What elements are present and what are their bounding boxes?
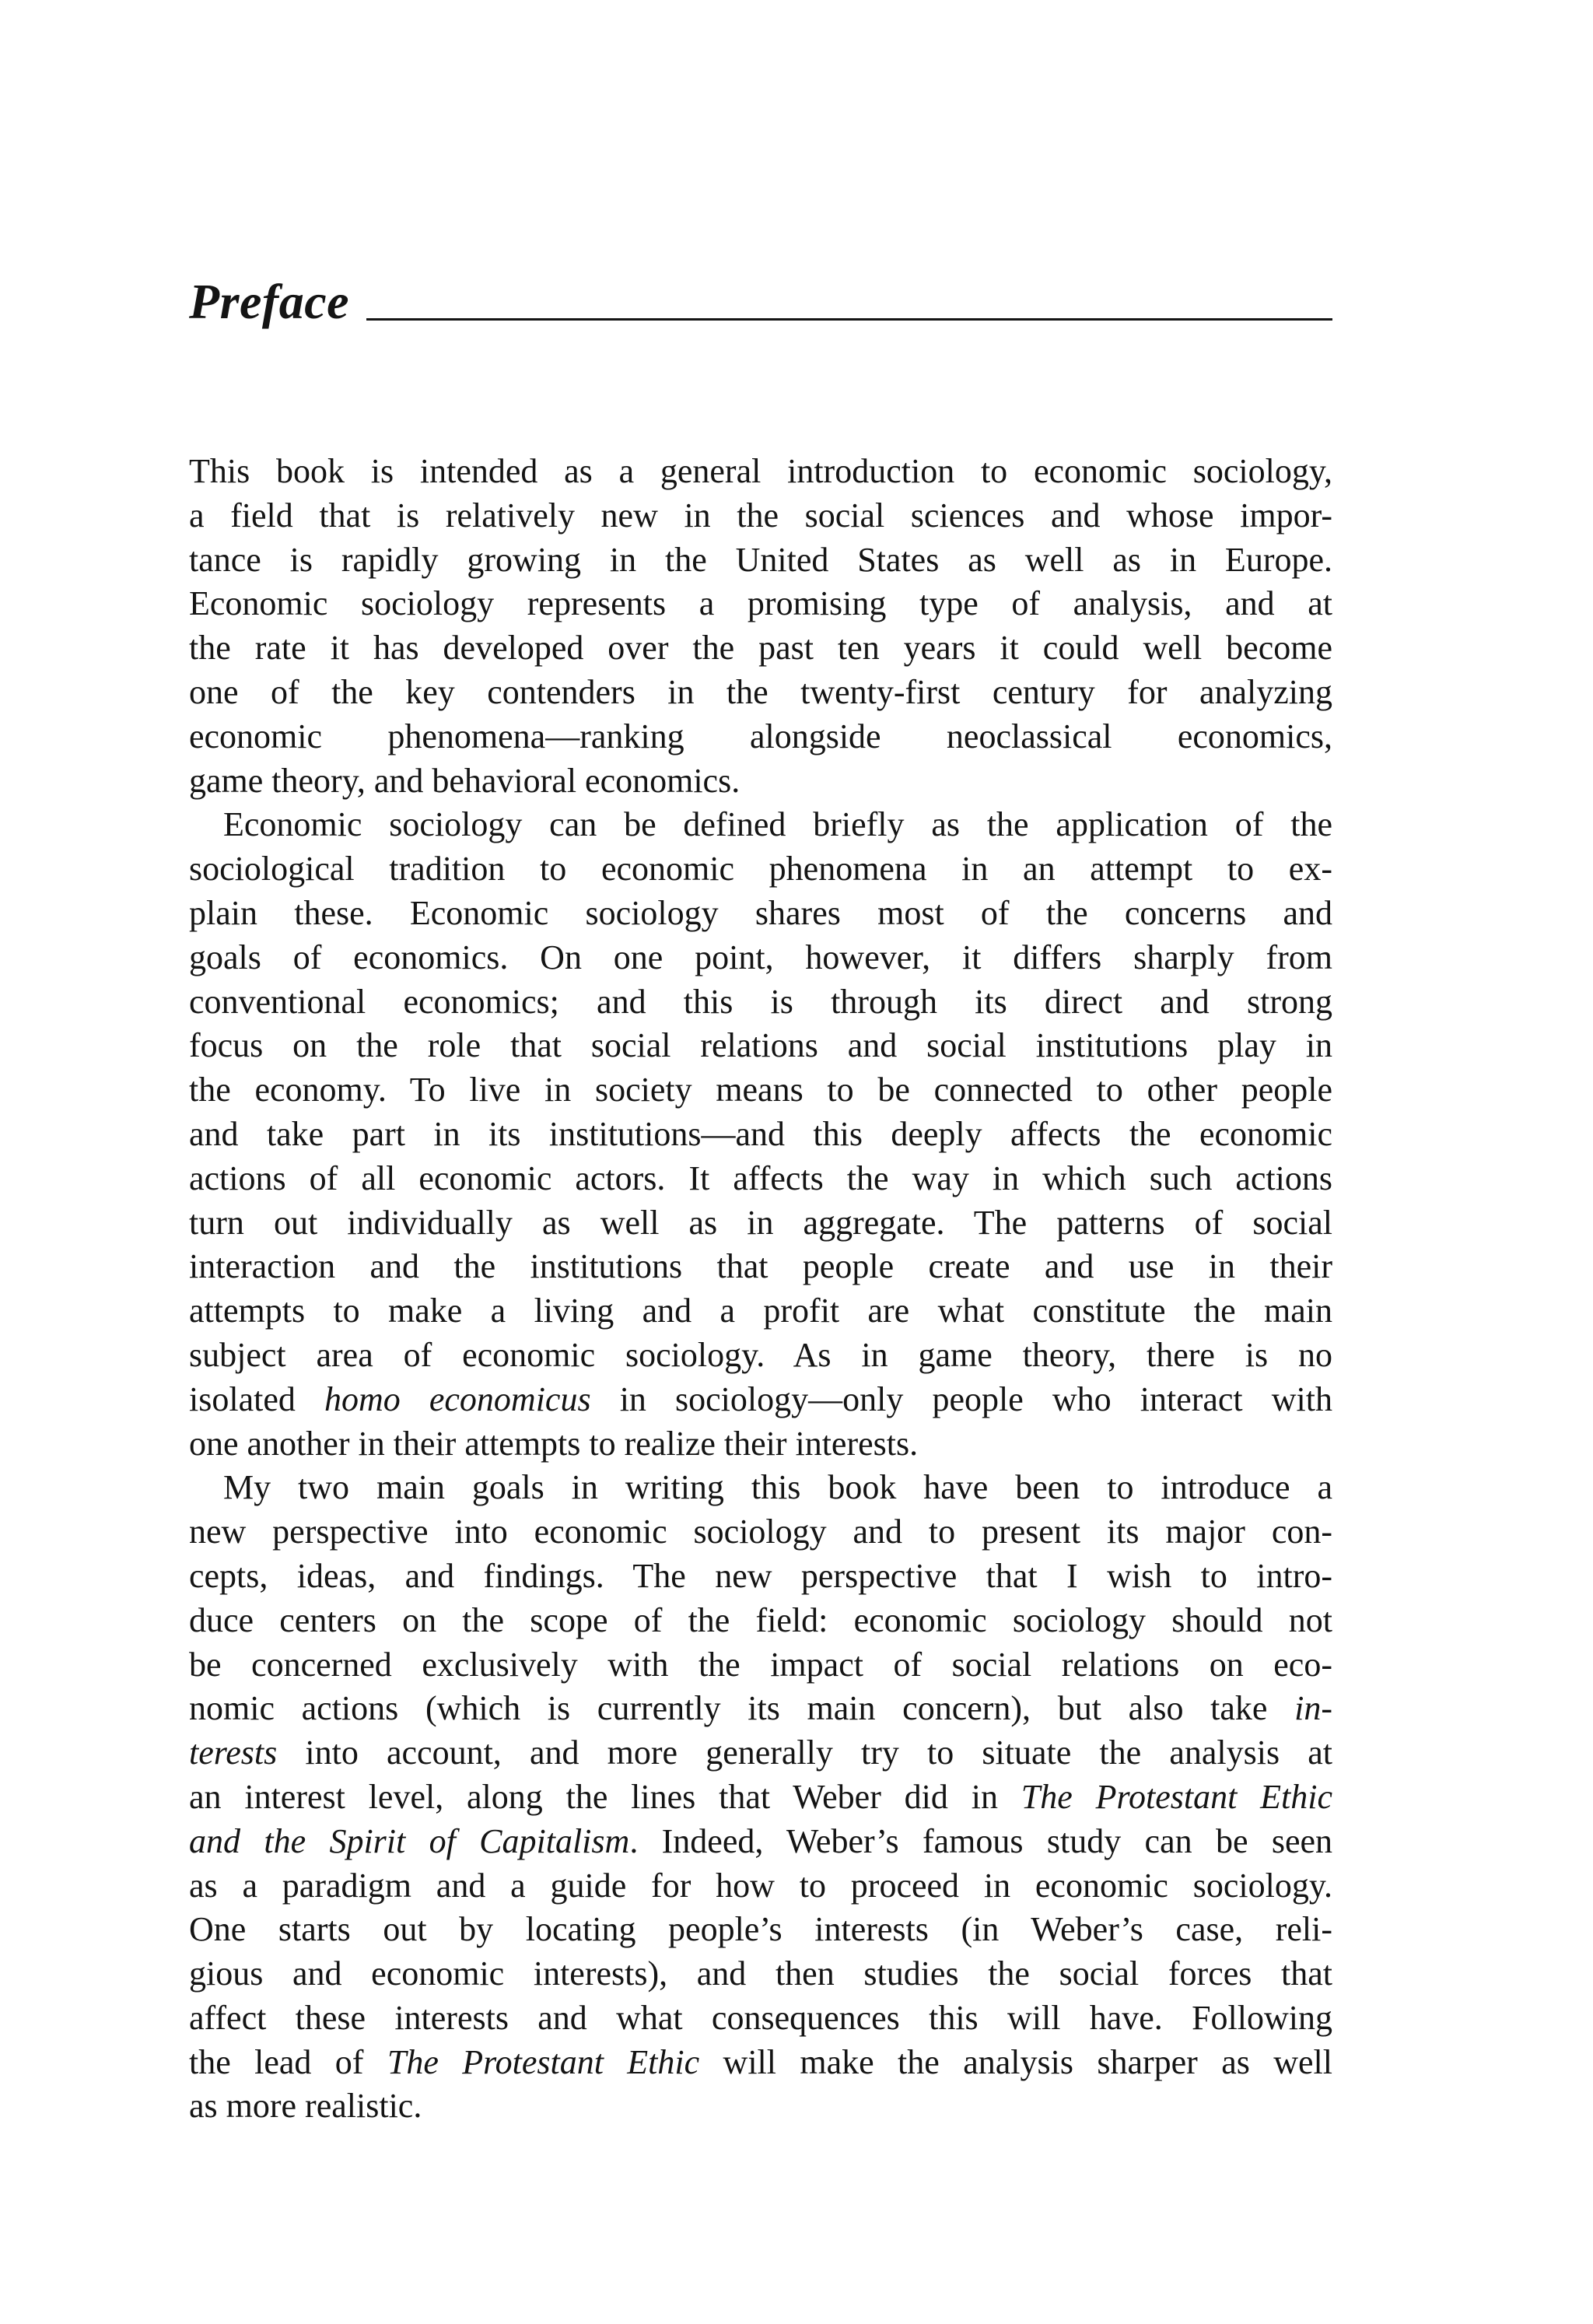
paragraph-2-line-4	[189, 936, 1332, 980]
text-run: plain these. Economic sociology shares most of the concerns and	[189, 893, 1332, 932]
text-run: interaction and the institutions that people create and use in their	[189, 1247, 1332, 1286]
text-run: affect these interests and what consequences this will have. Following	[189, 1998, 1332, 2037]
paragraph-1-line-5	[189, 626, 1332, 671]
text-run: gious and economic interests), and then studies the social forces that	[189, 1954, 1332, 1993]
text-run: focus on the role that social relations and social institutions play in	[189, 1026, 1332, 1065]
paragraph-2-line-11	[189, 1245, 1332, 1289]
paragraph-1-line-1	[189, 450, 1332, 494]
paragraph-3-line-6	[189, 1687, 1332, 1731]
paragraph-3-line-5	[189, 1643, 1332, 1688]
paragraph-2-line-10	[189, 1201, 1332, 1246]
paragraph-3-line-1	[189, 1466, 1332, 1510]
paragraph-3-line-12	[189, 1952, 1332, 1996]
text-run: duce centers on the scope of the field: economic sociology should not	[189, 1600, 1332, 1639]
paragraph-1-line-7	[189, 715, 1332, 759]
page-title: Preface	[189, 274, 350, 329]
heading-rule	[366, 318, 1332, 321]
italic-term: terests	[189, 1733, 278, 1772]
text-run: nomic actions (which is currently its main concern), but also take	[189, 1689, 1295, 1728]
paragraph-3-line-8	[189, 1775, 1332, 1820]
paragraph-1-line-8	[189, 759, 1332, 804]
italic-term: in-	[1294, 1689, 1332, 1728]
paragraph-3-line-2	[189, 1510, 1332, 1555]
paragraph-1-line-3	[189, 538, 1332, 583]
text-run: an interest level, along the lines that Weber did in	[189, 1777, 1021, 1816]
text-run: new perspective into economic sociology and to present its major con-	[189, 1513, 1332, 1551]
paragraph-3-line-7	[189, 1731, 1332, 1775]
text-run: the rate it has developed over the past ten years it could well become	[189, 629, 1332, 668]
paragraph-1-line-6	[189, 671, 1332, 715]
paragraph-2-line-12	[189, 1289, 1332, 1334]
paragraph-2-line-6	[189, 1024, 1332, 1068]
book-title-italic: and the Spirit of Capitalism	[189, 1821, 630, 1860]
paragraph-2-line-2	[189, 847, 1332, 892]
text-run: into account, and more generally try to situate the analysis at	[277, 1733, 1332, 1772]
paragraph-2-line-8	[189, 1113, 1332, 1157]
text-run: and take part in its institutions—and this deeply affects the economic	[189, 1114, 1332, 1153]
italic-term: homo economicus	[324, 1379, 591, 1418]
text-run: subject area of economic sociology. As in game theory, there is no	[189, 1335, 1332, 1374]
paragraph-1-line-2	[189, 494, 1332, 538]
text-run: This book is intended as a general introduction to economic sociology,	[189, 452, 1332, 490]
paragraph-2-line-14	[189, 1378, 1332, 1422]
text-run: actions of all economic actors. It affects the way in which such actions	[189, 1158, 1332, 1197]
text-run: goals of economics. On one point, however, it differs sharply from	[189, 938, 1332, 976]
text-run: turn out individually as well as in aggregate. The patterns of social	[189, 1203, 1332, 1242]
text-run: One starts out by locating people’s interests (in Weber’s case, reli-	[189, 1910, 1332, 1949]
paragraph-1-line-4	[189, 582, 1332, 626]
book-title-italic: The Protestant Ethic	[1021, 1777, 1332, 1816]
paragraph-2-line-9	[189, 1157, 1332, 1201]
paragraph-2-line-1	[189, 803, 1332, 847]
text-run: one of the key contenders in the twenty-first century for analyzing	[189, 672, 1332, 711]
paragraph-3-line-15	[189, 2084, 1332, 2129]
text-run: cepts, ideas, and findings. The new perspective that I wish to intro-	[189, 1556, 1332, 1595]
text-run: isolated	[189, 1379, 324, 1418]
paragraph-2-line-3	[189, 892, 1332, 936]
paragraph-2-line-5	[189, 980, 1332, 1025]
paragraph-3-line-3	[189, 1555, 1332, 1599]
preface-heading	[189, 257, 1332, 327]
text-run: conventional economics; and this is through its direct and strong	[189, 982, 1332, 1021]
paragraph-3-line-13	[189, 1996, 1332, 2041]
text-run: tance is rapidly growing in the United States as well as in Europe.	[189, 540, 1332, 579]
preface-body	[189, 450, 1332, 2129]
text-run: be concerned exclusively with the impact of social relations on eco-	[189, 1645, 1332, 1684]
text-run: game theory, and behavioral economics.	[189, 761, 740, 800]
book-title-italic: The Protestant Ethic	[387, 2042, 700, 2081]
text-run: a field that is relatively new in the social sciences and whose impor-	[189, 496, 1332, 535]
text-run: economic phenomena—ranking alongside neoclassical economics,	[189, 717, 1332, 755]
text-run: as a paradigm and a guide for how to proceed in economic sociology.	[189, 1866, 1332, 1905]
text-run: Economic sociology can be defined briefly as the application of the	[223, 805, 1332, 844]
text-run: My two main goals in writing this book have been to introduce a	[223, 1468, 1332, 1507]
text-run: one another in their attempts to realize their interests.	[189, 1424, 919, 1463]
text-run: Economic sociology represents a promising type of analysis, and at	[189, 584, 1332, 623]
paragraph-2-line-7	[189, 1068, 1332, 1113]
text-run: . Indeed, Weber’s famous study can be seen	[629, 1821, 1332, 1860]
paragraph-3-line-14	[189, 2041, 1332, 2085]
text-run: the economy. To live in society means to be connected to other people	[189, 1071, 1332, 1109]
text-run: sociological tradition to economic phenomena in an attempt to ex-	[189, 850, 1332, 889]
text-run: the lead of	[189, 2042, 387, 2081]
paragraph-3-line-10	[189, 1864, 1332, 1909]
text-run: attempts to make a living and a profit are what constitute the main	[189, 1292, 1332, 1330]
paragraph-3-line-11	[189, 1908, 1332, 1952]
text-run: will make the analysis sharper as well	[699, 2042, 1332, 2081]
text-run: as more realistic.	[189, 2087, 422, 2126]
paragraph-2-line-15	[189, 1422, 1332, 1467]
paragraph-2-line-13	[189, 1334, 1332, 1378]
paragraph-3-line-4	[189, 1599, 1332, 1643]
text-run: in sociology—only people who interact with	[590, 1379, 1332, 1418]
paragraph-3-line-9	[189, 1820, 1332, 1864]
